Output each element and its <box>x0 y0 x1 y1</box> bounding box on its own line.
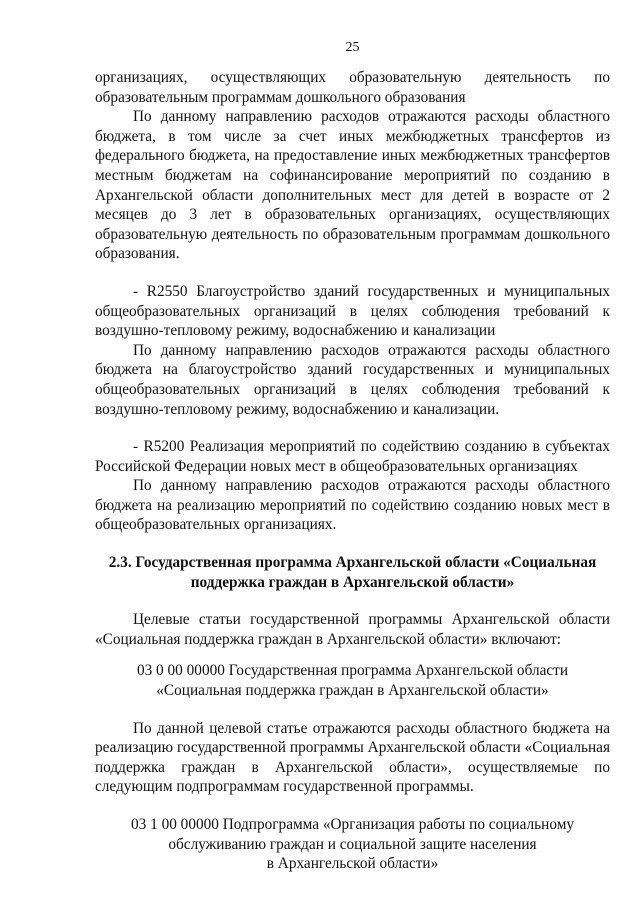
page-number: 25 <box>345 40 360 55</box>
spacer <box>95 535 610 553</box>
section-heading-line-2: поддержка граждан в Архангельской области» <box>190 573 515 591</box>
section-heading <box>95 553 610 592</box>
spacer <box>95 592 610 610</box>
program-code-line-1: 03 0 00 00000 Государственная программа Архангельской области <box>136 662 569 680</box>
paragraph-continuation: организациях, осуществляющих образовательную деятельность по образовательным программам дошкольного образования <box>95 69 610 106</box>
paragraph-expense-description-3: По данному направлению расходов отражаются расходы областного бюджета на реализацию мероприятий по содействию созданию новых мест в общеобразовательных организациях. <box>95 477 610 534</box>
paragraph-expense-description-1: По данному направлению расходов отражаются расходы областного бюджета, в том числе за счет иных межбюджетных трансфертов из федерального бюджета, на предоставление иных межбюджетных трансфертов местным бюджетам на софинансирование мероприятий по созданию в Архангельской области дополнительных мест для детей в возрасте от 2 месяцев до 3 лет в образовательных организациях, осуществляющих образовательную деятельность по образовательным программам дошкольного образования. <box>95 108 610 263</box>
paragraph-target-articles: Целевые статьи государственной программы Архангельской области «Социальная поддержка граждан в Архангельской области» включают: <box>95 611 610 648</box>
program-code-line-2: «Социальная поддержка граждан в Архангельской области» <box>156 682 549 700</box>
spacer <box>95 264 610 282</box>
subprogram-code-line-3: в Архангельской области» <box>266 855 439 873</box>
program-code-block <box>95 661 610 700</box>
spacer <box>95 649 610 661</box>
paragraph-expense-description-2: По данному направлению расходов отражаются расходы областного бюджета на благоустройство зданий государственных и муниципальных общеобразовательных организаций в целях соблюдения требований к воздушно-тепловому режиму, водоснабжению и канализации. <box>95 341 610 418</box>
paragraph-code-r5200: - R5200 Реализация мероприятий по содействию созданию в субъектах Российской Федерации новых мест в общеобразовательных организациях <box>95 438 610 475</box>
paragraph-program-description: По данной целевой статье отражаются расходы областного бюджета на реализацию государственной программы Архангельской области «Социальная поддержка граждан в Архангельской области», осуществляемые по следующим подпрограммам государственной программы. <box>95 719 610 796</box>
spacer <box>95 419 610 437</box>
subprogram-code-block <box>95 815 610 874</box>
section-heading-line-1: 2.3. Государственная программа Архангельской области «Социальная <box>108 554 597 572</box>
paragraph-code-r2550: - R2550 Благоустройство зданий государственных и муниципальных общеобразовательных организаций в целях соблюдения требований к воздушно-тепловому режиму, водоснабжению и канализации <box>95 282 610 340</box>
spacer <box>95 797 610 815</box>
subprogram-code-line-1: 03 1 00 00000 Подпрограмма «Организация работы по социальному <box>130 816 575 833</box>
spacer <box>95 701 610 719</box>
subprogram-code-line-2: обслуживанию граждан и социальной защите населения <box>168 835 537 853</box>
page-content <box>95 68 610 874</box>
